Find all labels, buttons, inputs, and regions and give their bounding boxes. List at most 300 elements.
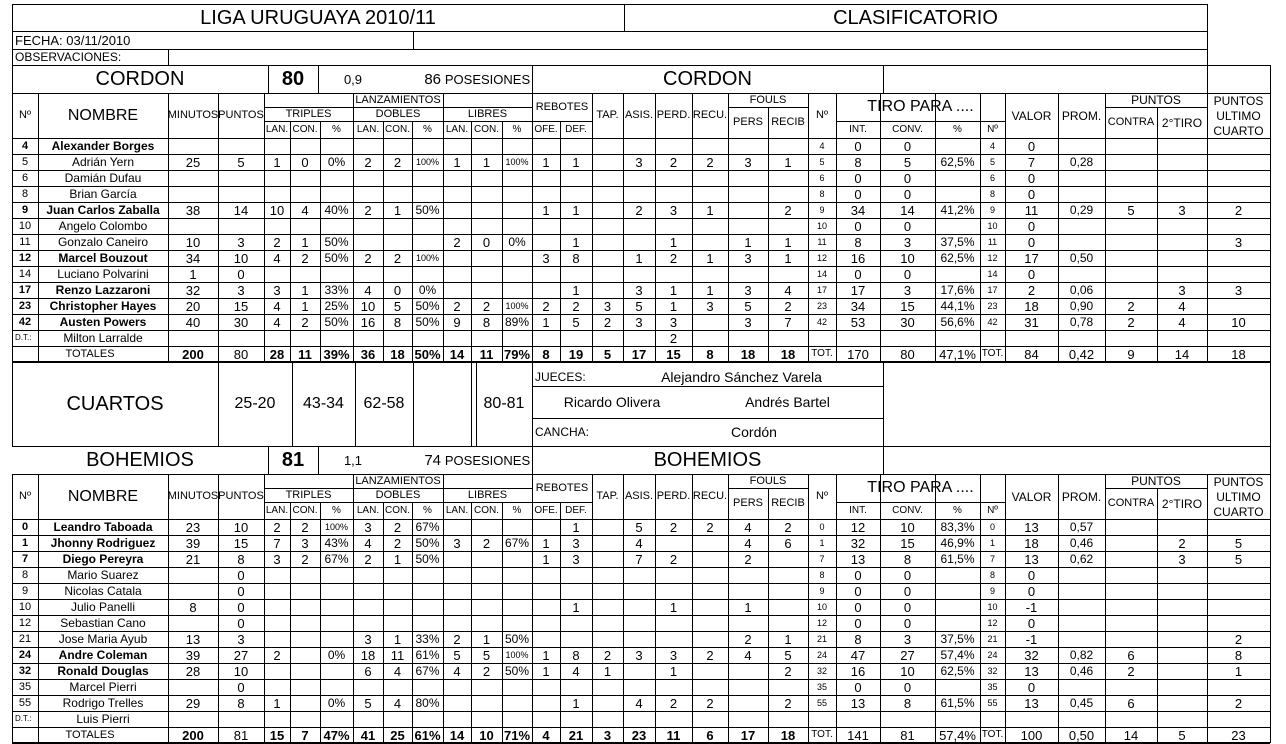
player-t-pct: 50% [324, 251, 349, 265]
player-d-pct [412, 679, 443, 695]
player-int: 47 [850, 647, 866, 663]
player-pers: 4 [744, 519, 752, 535]
header-pers: PERS [733, 116, 763, 128]
player-int: 0 [854, 679, 862, 695]
total-recib: 18 [780, 346, 796, 362]
player-no: 32 [18, 664, 32, 677]
player-contra [1105, 154, 1157, 170]
player-conv: 0 [903, 186, 912, 202]
player-no2: 7 [819, 553, 825, 564]
header-int: INT. [849, 504, 867, 516]
total-ofe: 4 [542, 727, 550, 743]
player-valor: 0 [1027, 170, 1036, 186]
player-l-lan: 2 [453, 298, 461, 314]
player-def: 8 [572, 250, 580, 266]
player-perd [655, 186, 692, 202]
player-d-lan: 10 [360, 298, 376, 314]
player-t-pct [320, 583, 353, 599]
header-tiro-para: TIRO PARA .... [867, 479, 974, 496]
coach-name: Milton Larralde [63, 331, 143, 345]
player-def: 1 [572, 282, 580, 298]
total-l-lan: 14 [449, 727, 465, 743]
player-ultimo: 1 [1234, 663, 1243, 679]
header-tap: TAP. [596, 109, 619, 121]
player-d-lan [353, 679, 383, 695]
player-tap [592, 154, 623, 170]
grid-line [1270, 93, 1271, 362]
player-no2: 24 [816, 649, 827, 660]
player-contra [1105, 282, 1157, 298]
player-int: 0 [854, 266, 862, 282]
player-l-pct: 0% [508, 235, 526, 249]
player-contra: 2 [1127, 314, 1135, 330]
player-t-lan: 2 [273, 647, 281, 663]
header-fouls: FOULS [749, 474, 787, 487]
player-min [168, 186, 218, 202]
player-recu [692, 218, 728, 234]
player-valor: 11 [1024, 202, 1039, 218]
player-ultimo [1207, 266, 1270, 282]
header-lan: LAN. [445, 504, 469, 516]
player-recib [768, 679, 808, 695]
player-t-lan: 1 [273, 695, 281, 711]
player-recu [692, 170, 728, 186]
player-d-pct: 80% [415, 696, 440, 710]
player-name: Marcel Pierri [69, 680, 137, 694]
player-tpct [935, 266, 980, 282]
player-name: Leandro Taboada [53, 520, 153, 534]
player-t-pct [320, 567, 353, 583]
player-perd [655, 138, 692, 154]
player-t-pct: 40% [324, 203, 349, 217]
team-name: BOHEMIOS [86, 449, 194, 471]
total-def: 21 [568, 727, 584, 743]
player-l-pct: 100% [505, 649, 529, 660]
header-valor: VALOR [1011, 108, 1052, 123]
player-l-pct [502, 250, 532, 266]
player-l-con [471, 519, 502, 535]
header-fouls: FOULS [749, 93, 787, 106]
player-asis: 5 [635, 298, 643, 314]
player-t-lan [264, 138, 290, 154]
total-pers: 17 [740, 727, 756, 743]
player-int: 16 [850, 250, 866, 266]
header-lan: LAN. [265, 123, 289, 135]
player-pers [728, 583, 768, 599]
quarter-score: 80-81 [483, 395, 525, 412]
player-def: 1 [572, 599, 580, 615]
player-no2: 14 [816, 268, 827, 279]
player-ultimo [1207, 599, 1270, 615]
player-prom: 0,50 [1069, 251, 1094, 265]
player-no3: 1 [989, 537, 995, 548]
player-ultimo [1207, 138, 1270, 154]
player-pers: 1 [744, 234, 752, 250]
player-d-lan [353, 186, 383, 202]
player-t-con: 1 [301, 282, 309, 298]
player-no3: 12 [987, 617, 998, 628]
total-prom: 0,42 [1068, 346, 1095, 362]
header-cuarto: CUARTO [1213, 504, 1264, 519]
player-t-pct [320, 170, 353, 186]
player-recu: 1 [706, 250, 714, 266]
player-no2: 10 [816, 601, 827, 612]
player-valor: 0 [1027, 234, 1036, 250]
player-def [560, 186, 592, 202]
player-valor: 13 [1024, 519, 1039, 535]
header-int: INT. [849, 123, 867, 135]
grid-line [883, 362, 884, 446]
player-no2: 8 [819, 569, 825, 580]
player-l-lan [443, 250, 471, 266]
player-d-pct: 0% [418, 283, 437, 297]
player-no: 42 [18, 315, 32, 328]
player-d-con: 2 [393, 250, 402, 266]
player-l-con: 2 [482, 298, 491, 314]
phase-title: CLASIFICATORIO [833, 6, 998, 29]
player-tap [592, 551, 623, 567]
player-ofe [532, 567, 560, 583]
player-l-con [471, 202, 502, 218]
player-d-lan: 2 [364, 551, 372, 567]
team-posesiones: 86 [424, 70, 441, 88]
total-tiro2: 14 [1174, 346, 1190, 362]
player-no2: 1 [819, 537, 825, 548]
header-def: DEF. [565, 504, 587, 516]
player-t-con [290, 266, 320, 282]
player-conv: 0 [903, 583, 912, 599]
player-name: Damián Dufau [64, 171, 142, 185]
player-tpct: 37,5% [940, 632, 975, 646]
player-l-lan: 1 [453, 154, 461, 170]
header-pct: % [512, 123, 522, 135]
player-tpct: 44,1% [940, 299, 975, 313]
header-ofe: OFE. [534, 504, 558, 516]
player-min [168, 567, 218, 583]
player-no: 9 [21, 584, 29, 597]
league-title: LIGA URUGUAYA 2010/11 [200, 6, 436, 29]
player-l-con [471, 695, 502, 711]
player-valor: 0 [1027, 266, 1036, 282]
total-tiro2: 5 [1178, 727, 1186, 743]
player-prom: 0,46 [1069, 536, 1094, 550]
player-d-con [383, 186, 412, 202]
player-def [560, 218, 592, 234]
player-recib: 1 [784, 154, 792, 170]
player-no: 11 [19, 235, 31, 248]
player-d-lan: 2 [364, 250, 372, 266]
player-d-con: 0 [393, 282, 402, 298]
player-l-pct: 89% [504, 315, 530, 329]
player-recu [692, 535, 728, 551]
player-conv: 3 [903, 282, 912, 298]
player-t-con [290, 567, 320, 583]
player-tpct [935, 567, 980, 583]
player-tap [592, 170, 623, 186]
player-conv: 0 [903, 266, 912, 282]
player-recib [768, 551, 808, 567]
player-ultimo [1207, 250, 1270, 266]
player-recu [692, 631, 728, 647]
player-prom: 0,57 [1069, 520, 1094, 534]
player-tap [592, 234, 623, 250]
player-valor: 0 [1027, 615, 1036, 631]
player-pts: 0 [237, 266, 245, 282]
grid-line [413, 31, 414, 49]
player-conv: 10 [900, 250, 915, 266]
header-conv: CONV. [892, 123, 923, 135]
player-no: 1 [21, 536, 29, 549]
player-pers [728, 170, 768, 186]
player-def [560, 266, 592, 282]
player-d-lan: 5 [364, 695, 372, 711]
player-name: Sebastian Cano [60, 616, 146, 630]
player-valor: -1 [1025, 599, 1038, 615]
player-pts: 10 [233, 663, 249, 679]
player-def: 1 [572, 695, 580, 711]
player-t-lan: 2 [273, 519, 281, 535]
player-recib: 2 [784, 202, 792, 218]
cancha-label: CANCHA: [535, 425, 590, 439]
player-t-con [290, 631, 320, 647]
player-prom [1058, 234, 1105, 250]
player-l-lan [443, 583, 471, 599]
dt-label: D.T.: [15, 333, 32, 342]
total-l-con: 11 [479, 346, 494, 362]
player-l-pct [502, 138, 532, 154]
total-contra: 14 [1123, 727, 1139, 743]
player-t-pct: 25% [324, 299, 349, 313]
player-t-lan: 10 [269, 202, 285, 218]
player-int: 0 [854, 218, 862, 234]
referee-2: Ricardo Olivera [563, 394, 661, 410]
total-t-lan: 28 [269, 346, 285, 362]
grid-line [1270, 474, 1271, 743]
header-dobles: DOBLES [375, 488, 421, 501]
player-tap [592, 695, 623, 711]
player-conv: 0 [903, 679, 912, 695]
player-ofe [532, 519, 560, 535]
player-no3: 32 [987, 665, 998, 676]
player-tiro2 [1157, 567, 1207, 583]
player-name: Mario Suarez [67, 568, 139, 582]
player-no3: 0 [989, 521, 995, 532]
player-no3: 17 [987, 284, 998, 295]
player-tap [592, 599, 623, 615]
header-nombre: NOMBRE [67, 487, 139, 505]
player-t-lan: 4 [273, 298, 281, 314]
player-l-pct: 67% [504, 536, 530, 550]
player-l-con: 1 [482, 154, 491, 170]
total-tpct: 57,4% [939, 727, 976, 743]
player-asis [623, 599, 655, 615]
player-no: 8 [21, 187, 29, 200]
player-contra [1105, 186, 1157, 202]
player-contra [1105, 218, 1157, 234]
player-no: 5 [21, 155, 29, 168]
player-t-pct [320, 679, 353, 695]
header-puntos-group: PUNTOS [1131, 93, 1181, 107]
header-tiro-para: TIRO PARA .... [867, 98, 974, 115]
player-l-pct [502, 186, 532, 202]
header-perd: PERD. [656, 109, 691, 121]
quarters-label: CUARTOS [66, 393, 164, 415]
player-tap [592, 282, 623, 298]
header-segundo-tiro: 2°TIRO [1161, 115, 1203, 130]
player-perd: 2 [669, 551, 678, 567]
player-int: 13 [850, 695, 866, 711]
player-recib [768, 583, 808, 599]
player-d-con [383, 138, 412, 154]
player-contra [1105, 234, 1157, 250]
player-asis [623, 631, 655, 647]
player-prom [1058, 631, 1105, 647]
player-tiro2 [1157, 234, 1207, 250]
grid-line [883, 446, 884, 474]
player-conv: 5 [903, 154, 912, 170]
player-t-pct [320, 631, 353, 647]
player-no2: 5 [819, 156, 825, 167]
player-l-con [471, 266, 502, 282]
player-no2: 9 [819, 204, 825, 215]
player-recib [768, 170, 808, 186]
player-pers: 1 [744, 599, 752, 615]
player-name: Christopher Hayes [49, 299, 157, 313]
player-d-pct: 61% [415, 648, 440, 662]
player-t-pct [320, 186, 353, 202]
player-contra [1105, 535, 1157, 551]
total-perd: 15 [666, 346, 681, 362]
tot-label-3: TOT. [981, 729, 1004, 740]
player-t-con: 2 [301, 314, 309, 330]
player-tiro2 [1157, 615, 1207, 631]
player-def [560, 583, 592, 599]
total-asis: 23 [631, 727, 647, 743]
player-no3: 9 [989, 585, 995, 596]
player-pers: 5 [744, 298, 752, 314]
player-d-lan [353, 266, 383, 282]
header-puntos-group: PUNTOS [1131, 474, 1181, 488]
player-ultimo [1207, 567, 1270, 583]
player-pts: 0 [237, 599, 245, 615]
player-asis [623, 186, 655, 202]
player-d-pct [412, 599, 443, 615]
player-t-con [290, 218, 320, 234]
player-min: 1 [189, 266, 197, 282]
player-l-pct [502, 202, 532, 218]
player-contra: 2 [1127, 663, 1135, 679]
player-l-lan [443, 599, 471, 615]
total-valor: 100 [1020, 727, 1043, 743]
player-no3: 9 [989, 204, 995, 215]
player-prom [1058, 599, 1105, 615]
player-ultimo [1207, 519, 1270, 535]
header-nombre: NOMBRE [67, 106, 139, 124]
dt-label: D.T.: [15, 714, 32, 723]
player-ofe [532, 170, 560, 186]
total-prom: 0,50 [1068, 727, 1095, 743]
header-no-3: Nº [987, 123, 998, 135]
player-perd: 2 [669, 519, 678, 535]
header-ultimo: ULTIMO [1216, 108, 1261, 123]
referee-1: Alejandro Sánchez Varela [661, 369, 822, 385]
quarter-score: 25-20 [234, 395, 276, 412]
player-no3: 7 [989, 553, 995, 564]
player-no: 8 [21, 568, 29, 581]
player-d-pct: 50% [415, 315, 440, 329]
player-tpct: 62,5% [940, 155, 975, 169]
player-ofe [532, 282, 560, 298]
header-minutos: MINUTOS [167, 109, 219, 121]
player-no2: 12 [816, 252, 827, 263]
total-l-con: 10 [479, 727, 494, 743]
player-tap [592, 202, 623, 218]
player-name: Andre Coleman [58, 648, 148, 662]
player-asis [623, 170, 655, 186]
player-pers [728, 186, 768, 202]
player-tiro2 [1157, 218, 1207, 234]
player-int: 0 [854, 138, 862, 154]
player-name: Gonzalo Caneiro [57, 235, 149, 249]
header-minutos: MINUTOS [167, 490, 219, 502]
grid-line [1270, 446, 1271, 474]
player-def [560, 615, 592, 631]
player-t-lan: 2 [273, 234, 281, 250]
total-min: 200 [182, 346, 204, 362]
player-pers [728, 218, 768, 234]
player-no: 10 [18, 600, 32, 613]
player-min [168, 679, 218, 695]
player-valor: 0 [1027, 583, 1036, 599]
player-prom [1058, 170, 1105, 186]
player-prom: 0,90 [1069, 299, 1094, 313]
player-perd [655, 170, 692, 186]
player-d-lan: 4 [364, 535, 372, 551]
header-no-2: Nº [816, 109, 828, 121]
header-no: Nº [19, 109, 31, 121]
player-l-lan [443, 519, 471, 535]
player-tpct: 46,9% [940, 536, 975, 550]
player-pts [218, 170, 264, 186]
player-d-lan [353, 567, 383, 583]
player-tiro2 [1157, 154, 1207, 170]
player-tiro2 [1157, 250, 1207, 266]
header-valor: VALOR [1011, 489, 1052, 504]
player-recu: 3 [706, 298, 714, 314]
header-no: Nº [19, 490, 31, 502]
player-name: Adrián Yern [71, 155, 135, 169]
player-l-pct [502, 266, 532, 282]
player-l-con [471, 615, 502, 631]
team-ratio: 0,9 [343, 71, 363, 87]
player-contra [1105, 631, 1157, 647]
total-ultimo: 18 [1231, 346, 1246, 362]
player-pts: 8 [237, 551, 245, 567]
player-l-lan: 3 [453, 535, 461, 551]
total-recu: 6 [706, 727, 714, 743]
player-no: 12 [18, 616, 32, 629]
player-d-lan [353, 234, 383, 250]
player-l-lan [443, 282, 471, 298]
player-l-con [471, 218, 502, 234]
player-min [168, 583, 218, 599]
header-pct: % [423, 123, 432, 135]
player-contra [1105, 567, 1157, 583]
player-prom: 0,78 [1069, 315, 1094, 329]
header-prom: PROM. [1061, 108, 1102, 123]
player-tpct: 41,2% [940, 203, 975, 217]
player-tpct [935, 138, 980, 154]
